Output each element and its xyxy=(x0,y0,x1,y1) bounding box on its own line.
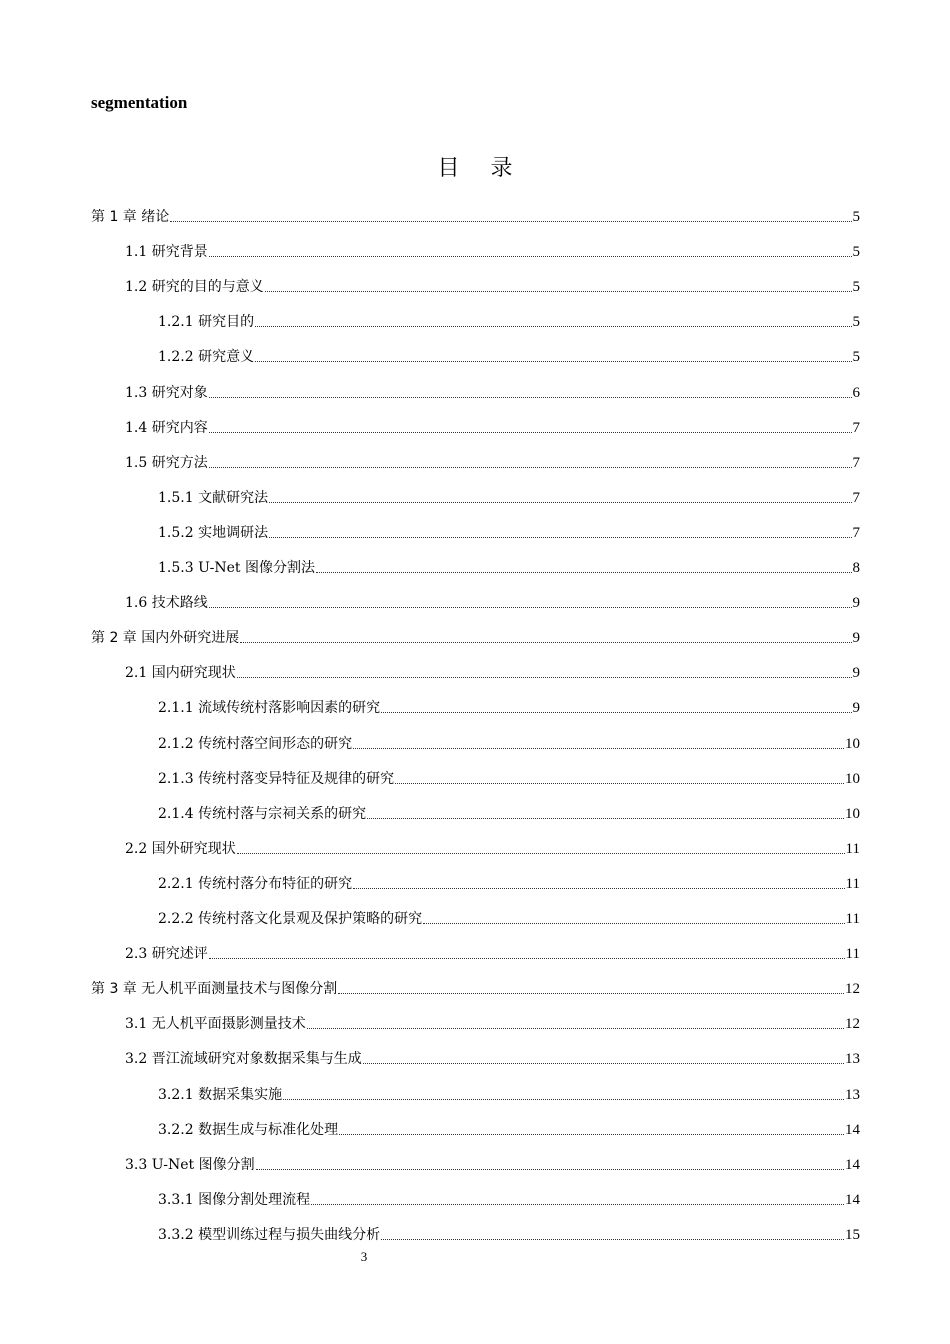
toc-entry-page: 14 xyxy=(845,1191,860,1208)
toc-entry-label: 第 2 章 国内外研究进展 xyxy=(91,630,240,647)
toc-entry[interactable] xyxy=(158,1115,860,1139)
page-number: 3 xyxy=(360,1249,368,1264)
toc-entry-page: 5 xyxy=(852,349,860,366)
toc-entry[interactable] xyxy=(91,974,860,998)
toc-entry-page: 12 xyxy=(845,1016,860,1033)
toc-entry-page: 7 xyxy=(852,454,860,471)
toc-entry[interactable] xyxy=(91,623,860,647)
toc-entry[interactable] xyxy=(158,342,860,366)
toc-entry-page: 5 xyxy=(852,209,860,225)
toc-leader-dots xyxy=(237,676,852,678)
toc-leader-dots xyxy=(170,220,851,222)
toc-entry-page: 10 xyxy=(845,805,860,822)
toc-entry[interactable] xyxy=(125,448,860,472)
toc-leader-dots xyxy=(256,1168,844,1170)
toc-entry[interactable] xyxy=(125,1009,860,1033)
toc-leader-dots xyxy=(381,1238,844,1240)
toc-entry[interactable] xyxy=(158,729,860,753)
toc-entry-page: 9 xyxy=(852,700,860,717)
toc-entry[interactable] xyxy=(158,1220,860,1244)
toc-entry-label: 2.2.1 传统村落分布特征的研究 xyxy=(158,875,353,892)
toc-entry-label: 3.2 晋江流域研究对象数据采集与生成 xyxy=(125,1051,362,1068)
toc-entry-page: 13 xyxy=(845,1051,860,1068)
toc-entry-page: 10 xyxy=(845,770,860,787)
toc-entry-label: 2.2 国外研究现状 xyxy=(125,840,236,857)
toc-entry-page: 11 xyxy=(845,840,860,857)
toc-entry[interactable] xyxy=(158,1185,860,1209)
toc-entry-page: 8 xyxy=(852,560,860,576)
toc-entry-page: 12 xyxy=(845,981,860,998)
toc-entry-label: 2.3 研究述评 xyxy=(125,946,208,963)
toc-entry-label: 2.1.2 传统村落空间形态的研究 xyxy=(158,735,353,752)
toc-entry-page: 5 xyxy=(852,279,860,296)
toc-entry-page: 14 xyxy=(845,1121,860,1138)
toc-entry-label: 3.2.2 数据生成与标准化处理 xyxy=(158,1121,339,1138)
toc-leader-dots xyxy=(381,711,851,713)
toc-leader-dots xyxy=(283,1098,844,1100)
toc-leader-dots xyxy=(423,922,844,924)
toc-entry[interactable] xyxy=(125,658,860,682)
toc-entry-label: 1.6 技术路线 xyxy=(125,595,208,612)
toc-leader-dots xyxy=(339,1133,844,1135)
toc-leader-dots xyxy=(338,992,844,994)
toc-entry[interactable] xyxy=(158,904,860,928)
toc-leader-dots xyxy=(316,571,852,573)
toc-entry-label: 3.2.1 数据采集实施 xyxy=(158,1086,283,1103)
toc-entry-label: 1.4 研究内容 xyxy=(125,419,208,436)
toc-entry-page: 9 xyxy=(852,665,860,682)
toc-entry-page: 13 xyxy=(845,1086,860,1103)
toc-leader-dots xyxy=(209,431,852,433)
toc-entry-page: 6 xyxy=(852,384,860,401)
toc-entry-label: 2.2.2 传统村落文化景观及保护策略的研究 xyxy=(158,911,423,927)
toc-leader-dots xyxy=(255,360,851,362)
toc-leader-dots xyxy=(209,957,845,959)
toc-entry[interactable] xyxy=(125,939,860,963)
toc-leader-dots xyxy=(240,641,851,643)
toc-entry-label: 1.5.1 文献研究法 xyxy=(158,489,269,506)
toc-leader-dots xyxy=(363,1062,844,1064)
toc-entry-label: 3.3.1 图像分割处理流程 xyxy=(158,1191,311,1208)
toc-entry-label: 2.1.3 传统村落变异特征及规律的研究 xyxy=(158,770,395,787)
toc-entry-page: 5 xyxy=(852,314,860,331)
toc-entry-page: 11 xyxy=(845,946,860,963)
toc-entry[interactable] xyxy=(125,588,860,612)
toc-leader-dots xyxy=(269,536,851,538)
toc-leader-dots xyxy=(237,852,845,854)
toc-entry[interactable] xyxy=(125,413,860,437)
toc-leader-dots xyxy=(269,501,851,503)
toc-entry[interactable] xyxy=(158,518,860,542)
toc-entry[interactable] xyxy=(158,693,860,717)
toc-leader-dots xyxy=(311,1203,844,1205)
toc-entry[interactable] xyxy=(158,553,860,577)
toc-entry-page: 7 xyxy=(852,419,860,436)
toc-entry-page: 9 xyxy=(852,595,860,612)
toc-entry[interactable] xyxy=(125,378,860,402)
toc-leader-dots xyxy=(209,466,852,468)
toc-entry-label: 1.2 研究的目的与意义 xyxy=(125,279,264,296)
toc-entry-label: 3.1 无人机平面摄影测量技术 xyxy=(125,1016,306,1033)
toc-leader-dots xyxy=(353,887,844,889)
toc-leader-dots xyxy=(353,747,844,749)
toc-entry-label: 第 1 章 绪论 xyxy=(91,209,170,225)
toc-entry-page: 11 xyxy=(845,911,860,927)
toc-entry-page: 5 xyxy=(852,244,860,261)
toc-entry[interactable] xyxy=(158,764,860,788)
toc-title: 目 录 xyxy=(437,156,525,181)
toc-entry-label: 2.1.4 传统村落与宗祠关系的研究 xyxy=(158,805,367,822)
toc-leader-dots xyxy=(209,396,852,398)
toc-entry[interactable] xyxy=(125,237,860,261)
toc-entry[interactable] xyxy=(125,1150,860,1174)
toc-entry-page: 9 xyxy=(852,630,860,647)
toc-entry-label: 3.3.2 模型训练过程与损失曲线分析 xyxy=(158,1226,381,1243)
toc-entry-label: 1.5.3 U-Net 图像分割法 xyxy=(158,560,315,576)
toc-leader-dots xyxy=(265,290,852,292)
toc-entry-page: 11 xyxy=(845,875,860,892)
toc-entry-label: 1.1 研究背景 xyxy=(125,244,208,261)
toc-entry[interactable] xyxy=(125,1044,860,1068)
toc-entry-label: 1.5 研究方法 xyxy=(125,454,208,471)
toc-entry-label: 2.1 国内研究现状 xyxy=(125,665,236,682)
toc-entry-page: 7 xyxy=(852,489,860,506)
toc-entry-label: 第 3 章 无人机平面测量技术与图像分割 xyxy=(91,981,338,998)
toc-entry-page: 14 xyxy=(845,1156,860,1173)
header-word: segmentation xyxy=(91,93,188,112)
toc-entry-label: 2.1.1 流域传统村落影响因素的研究 xyxy=(158,700,381,717)
toc-entry[interactable] xyxy=(158,869,860,893)
toc-leader-dots xyxy=(209,606,852,608)
toc-entry-label: 1.2.2 研究意义 xyxy=(158,349,255,366)
toc-leader-dots xyxy=(255,325,851,327)
toc-entry-page: 10 xyxy=(845,735,860,752)
toc-entry[interactable] xyxy=(158,307,860,331)
toc-entry-label: 1.2.1 研究目的 xyxy=(158,314,255,331)
toc-leader-dots xyxy=(209,255,852,257)
toc-entry-label: 3.3 U-Net 图像分割 xyxy=(125,1156,255,1173)
toc-entry-page: 7 xyxy=(852,524,860,541)
toc-entry[interactable] xyxy=(91,202,860,226)
toc-leader-dots xyxy=(367,817,844,819)
toc-entry[interactable] xyxy=(125,834,860,858)
toc-entry[interactable] xyxy=(158,483,860,507)
toc-entry[interactable] xyxy=(125,272,860,296)
toc-entry[interactable] xyxy=(158,1080,860,1104)
toc-leader-dots xyxy=(307,1027,844,1029)
toc-entry-page: 15 xyxy=(845,1226,860,1243)
toc-entry[interactable] xyxy=(158,799,860,823)
toc-entry-label: 1.5.2 实地调研法 xyxy=(158,524,269,541)
toc-entry-label: 1.3 研究对象 xyxy=(125,384,208,401)
toc-leader-dots xyxy=(395,782,844,784)
